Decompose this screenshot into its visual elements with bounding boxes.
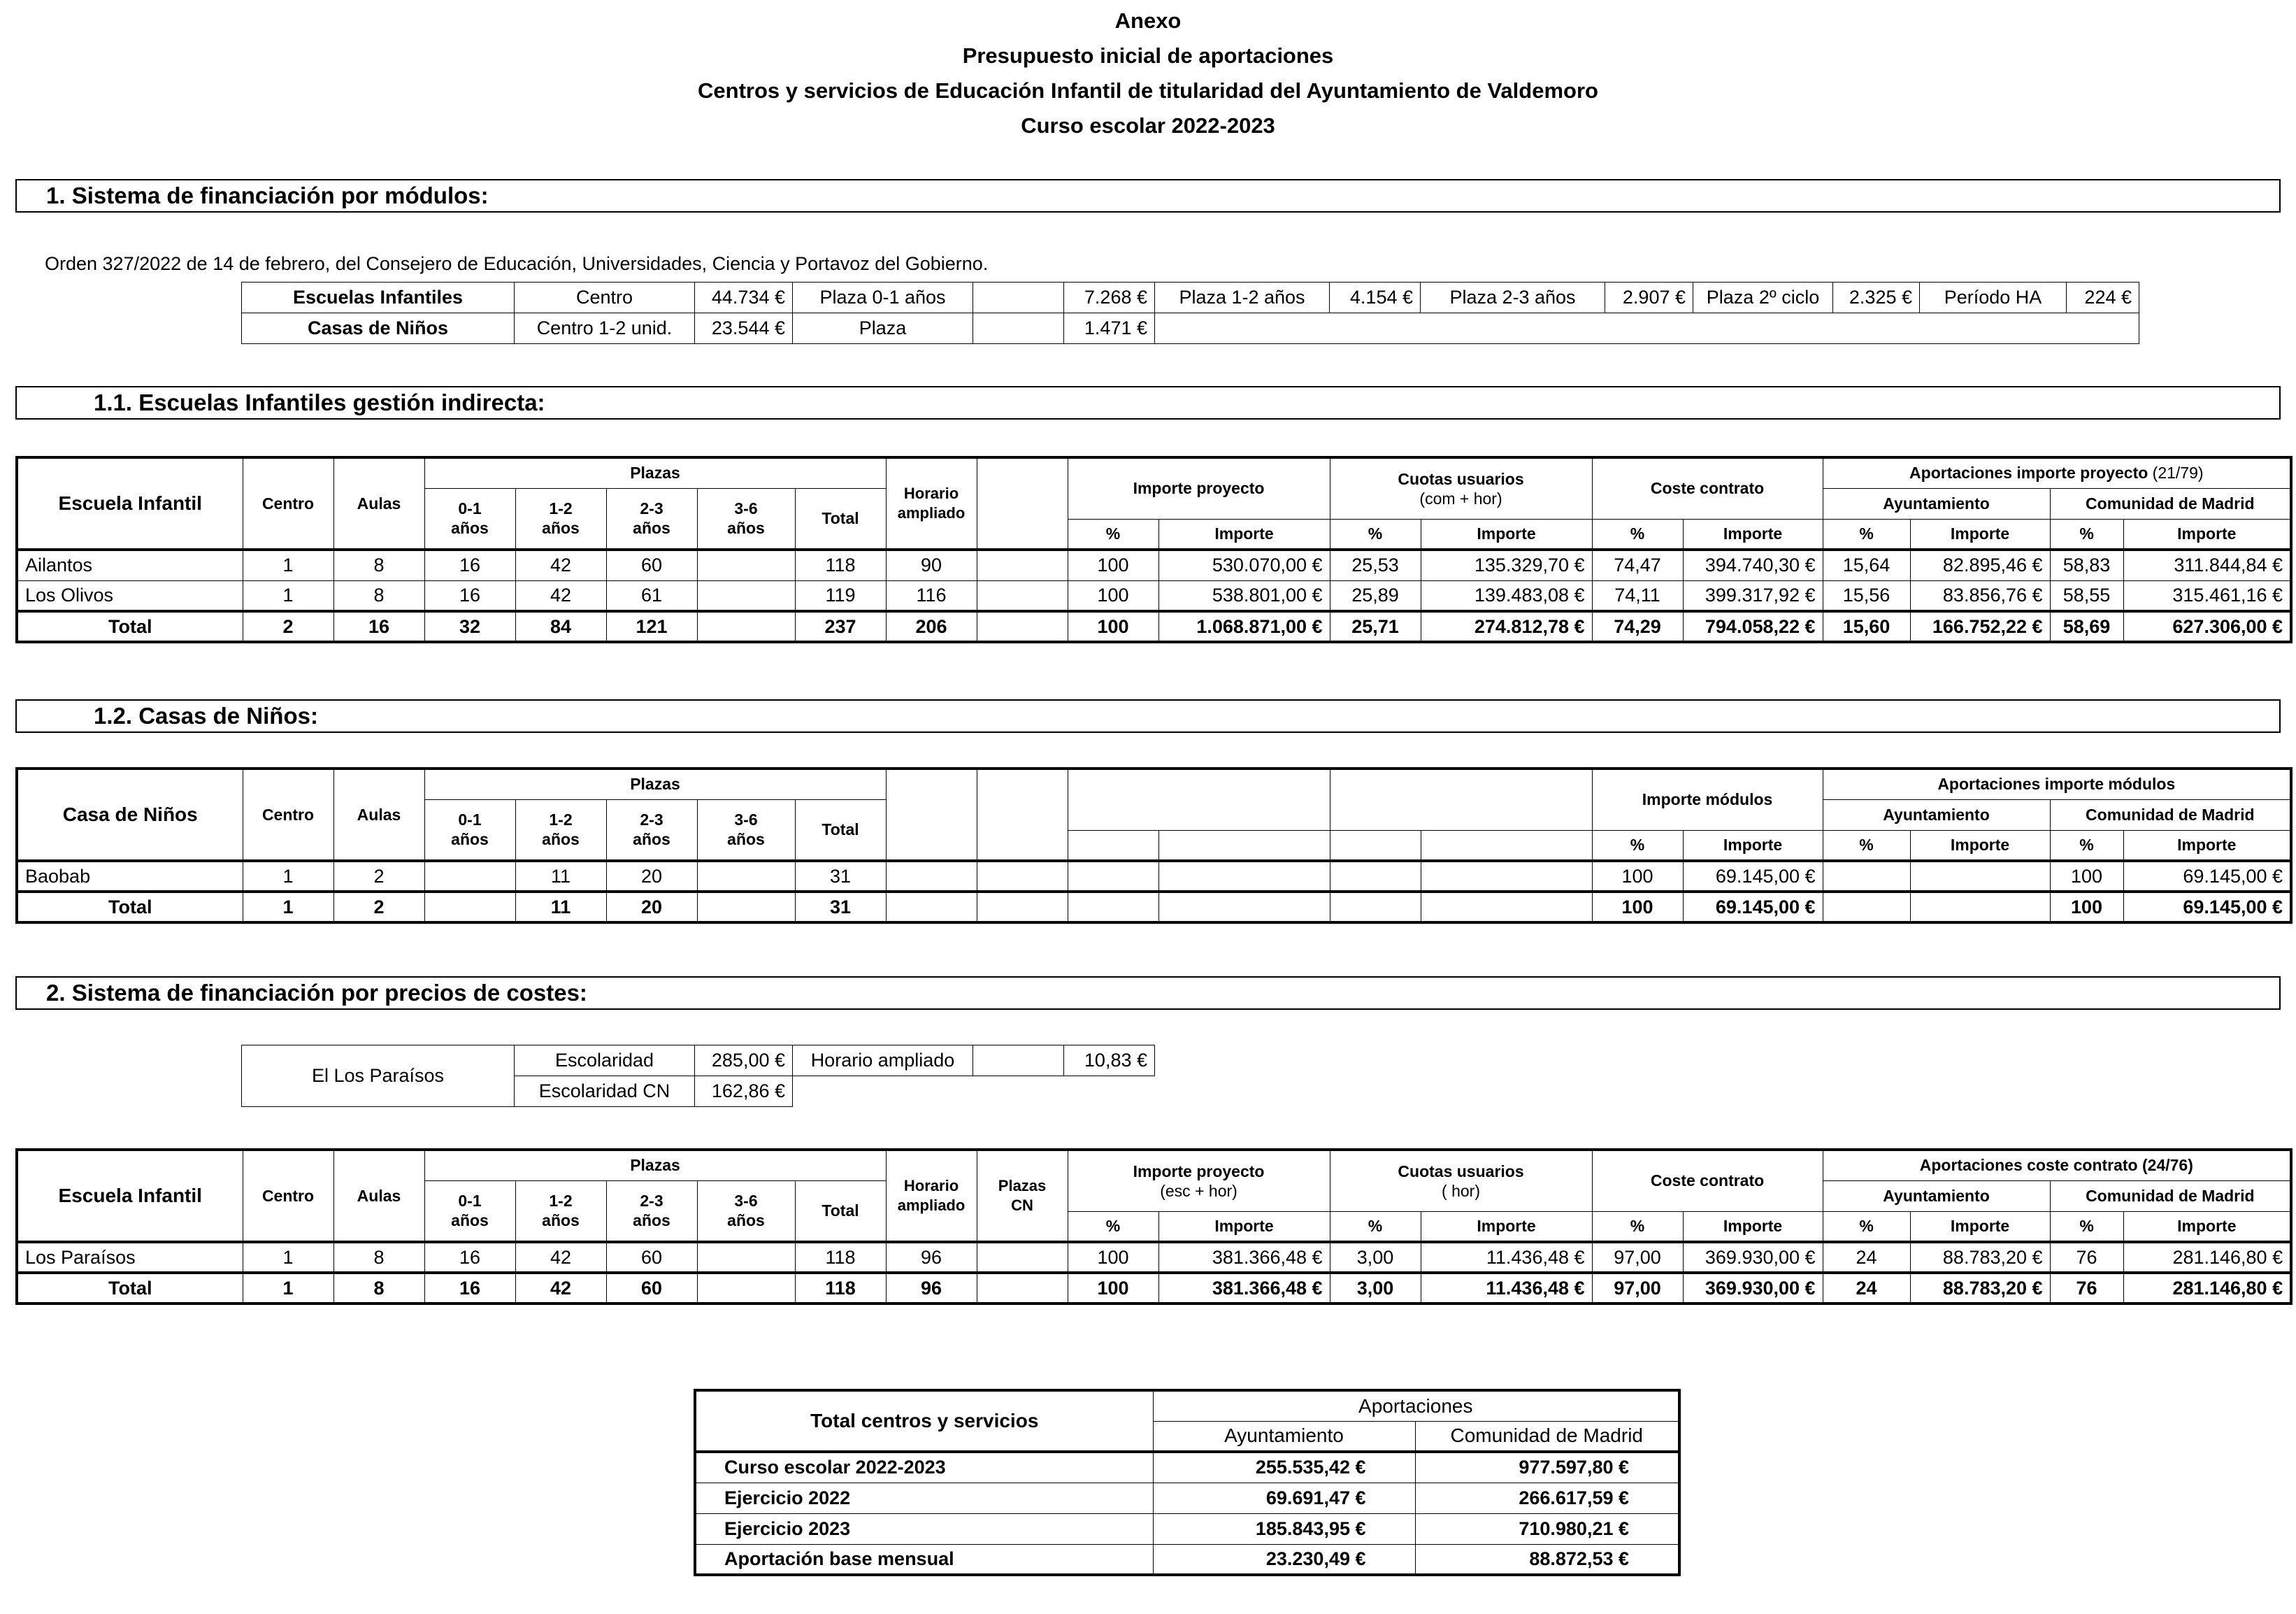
cell-p23: 20 bbox=[606, 892, 697, 922]
cell-cc-imp: 369.930,00 € bbox=[1683, 1273, 1823, 1304]
rates-esc-value: 285,00 € bbox=[695, 1045, 793, 1076]
header-centro: Centro bbox=[243, 457, 333, 550]
rates-ha-value: 10,83 € bbox=[1064, 1045, 1155, 1076]
summary-comunidad: Comunidad de Madrid bbox=[1415, 1421, 1679, 1452]
cell-ha: 206 bbox=[886, 611, 977, 642]
casas-ninos-table bbox=[15, 767, 2293, 924]
header-horario-2: ampliado bbox=[897, 1197, 966, 1214]
cell-ip-imp: 530.070,00 € bbox=[1158, 550, 1330, 580]
cell-p12: 11 bbox=[515, 861, 606, 892]
header-plazas-cn-1: Plazas bbox=[998, 1177, 1047, 1194]
header-importe: Importe bbox=[1683, 830, 1823, 861]
cell-cm-imp: 281.146,80 € bbox=[2123, 1273, 2291, 1304]
header-pct: % bbox=[1592, 1211, 1683, 1242]
header-p12a: 1-2 bbox=[549, 810, 573, 829]
header-aportaciones-coste: Aportaciones coste contrato (24/76) bbox=[1823, 1150, 2291, 1180]
module-ei-p2c: Plaza 2º ciclo bbox=[1693, 283, 1833, 313]
cell-centro: 1 bbox=[243, 550, 333, 580]
cell-p36 bbox=[697, 892, 795, 922]
summary-row-label: Aportación base mensual bbox=[695, 1544, 1153, 1575]
cell-ay-pct: 24 bbox=[1823, 1273, 1910, 1304]
cell-cc-imp: 369.930,00 € bbox=[1683, 1242, 1823, 1273]
header-pct: % bbox=[1823, 519, 1910, 550]
cell-p23: 60 bbox=[606, 550, 697, 580]
cell-cc-pct: 74,11 bbox=[1592, 580, 1683, 611]
table-row bbox=[17, 1242, 2291, 1273]
section-2-title: 2. Sistema de financiación por precios de costes: bbox=[15, 976, 2281, 1010]
header-importe: Importe bbox=[2123, 519, 2291, 550]
cell-p23: 20 bbox=[606, 861, 697, 892]
table-row bbox=[17, 550, 2291, 580]
header-anos-4: años bbox=[727, 519, 765, 538]
header-p01a: 0-1 bbox=[458, 499, 482, 518]
summary-row-cam: 88.872,53 € bbox=[1415, 1544, 1679, 1575]
header-p23a: 2-3 bbox=[640, 810, 663, 829]
header-anos-2: años bbox=[542, 830, 580, 849]
cell-ip-pct: 100 bbox=[1068, 611, 1158, 642]
module-ei-pha: Período HA bbox=[1920, 283, 2067, 313]
header-anos-1: años bbox=[451, 1211, 489, 1230]
cell-cu-imp: 11.436,48 € bbox=[1421, 1273, 1592, 1304]
header-anos-4: años bbox=[727, 830, 765, 849]
cell-p12: 42 bbox=[515, 1242, 606, 1273]
cell-ip-pct: 100 bbox=[1068, 580, 1158, 611]
header-p01a: 0-1 bbox=[458, 1192, 482, 1210]
rates-esc: Escolaridad bbox=[515, 1045, 695, 1076]
header-cuotas-sub: (com + hor) bbox=[1419, 489, 1502, 508]
cell-ay-pct: 24 bbox=[1823, 1242, 1910, 1273]
cell-cm-imp: 69.145,00 € bbox=[2123, 861, 2291, 892]
header-escuela: Escuela Infantil bbox=[17, 457, 243, 550]
module-ei-p2c-value: 2.325 € bbox=[1833, 283, 1920, 313]
header-pct: % bbox=[1592, 519, 1683, 550]
section-1-1-title: 1.1. Escuelas Infantiles gestión indirecta: bbox=[15, 386, 2281, 420]
header-p36a: 3-6 bbox=[734, 810, 758, 829]
cell-cu-imp: 274.812,78 € bbox=[1421, 611, 1592, 642]
cell-ip-imp: 381.366,48 € bbox=[1158, 1273, 1330, 1304]
header-p12a: 1-2 bbox=[549, 499, 573, 518]
header-coste: Coste contrato bbox=[1592, 457, 1823, 519]
cell-cm-pct: 58,69 bbox=[2050, 611, 2123, 642]
header-importe: Importe bbox=[2123, 830, 2291, 861]
cell-ay-pct bbox=[1823, 892, 1910, 922]
school-name: Ailantos bbox=[17, 550, 243, 580]
total-row bbox=[17, 611, 2291, 642]
table-row bbox=[17, 861, 2291, 892]
cell-cm-pct: 100 bbox=[2050, 861, 2123, 892]
indirect-schools-table bbox=[15, 456, 2293, 643]
header-escuela: Escuela Infantil bbox=[17, 1150, 243, 1242]
cell-p23: 60 bbox=[606, 1273, 697, 1304]
header-aulas: Aulas bbox=[333, 769, 424, 861]
cell-cm-pct: 76 bbox=[2050, 1242, 2123, 1273]
cell-p01: 16 bbox=[424, 580, 515, 611]
header-importe-proyecto: Importe proyecto bbox=[1068, 457, 1330, 519]
cell-centro: 1 bbox=[243, 580, 333, 611]
cell-centro: 1 bbox=[243, 1273, 333, 1304]
cell-cu-pct: 3,00 bbox=[1330, 1273, 1421, 1304]
cell-aulas: 2 bbox=[333, 861, 424, 892]
header-importe-modulos: Importe módulos bbox=[1592, 769, 1823, 830]
cell-total: 31 bbox=[795, 892, 886, 922]
cell-cc-imp: 394.740,30 € bbox=[1683, 550, 1823, 580]
module-ei-centro: Centro bbox=[515, 283, 695, 313]
table-row bbox=[17, 580, 2291, 611]
cell-cc-pct: 97,00 bbox=[1592, 1242, 1683, 1273]
cell-total: 118 bbox=[795, 1273, 886, 1304]
header-total: Total bbox=[795, 799, 886, 861]
summary-row bbox=[695, 1513, 1679, 1544]
school-name: Los Paraísos bbox=[17, 1242, 243, 1273]
header-plazas: Plazas bbox=[424, 457, 886, 488]
module-cn-label: Casas de Niños bbox=[242, 313, 515, 344]
summary-row-label: Curso escolar 2022-2023 bbox=[695, 1452, 1153, 1483]
header-importe: Importe bbox=[1683, 519, 1823, 550]
cell-cm-imp: 627.306,00 € bbox=[2123, 611, 2291, 642]
cell-cm-pct: 58,55 bbox=[2050, 580, 2123, 611]
cell-im-pct: 100 bbox=[1592, 861, 1683, 892]
cell-ip-pct: 100 bbox=[1068, 550, 1158, 580]
cell-ha: 90 bbox=[886, 550, 977, 580]
header-p36a: 3-6 bbox=[734, 499, 758, 518]
doc-title-centers: Centros y servicios de Educación Infantil de titularidad del Ayuntamiento de Valdemoro bbox=[698, 78, 1598, 103]
cost-schools-table bbox=[15, 1148, 2293, 1305]
header-plazas: Plazas bbox=[424, 1150, 886, 1180]
summary-row bbox=[695, 1483, 1679, 1513]
section-1-title: 1. Sistema de financiación por módulos: bbox=[15, 179, 2281, 213]
doc-title-course: Curso escolar 2022-2023 bbox=[1021, 113, 1275, 138]
header-pct: % bbox=[1068, 519, 1158, 550]
header-anos-2: años bbox=[542, 519, 580, 538]
header-comunidad: Comunidad de Madrid bbox=[2050, 799, 2291, 830]
header-ayuntamiento: Ayuntamiento bbox=[1823, 488, 2050, 519]
module-rates-table bbox=[241, 282, 2139, 344]
cell-cc-pct: 74,29 bbox=[1592, 611, 1683, 642]
cell-aulas: 2 bbox=[333, 892, 424, 922]
cell-cn bbox=[977, 1242, 1068, 1273]
rates-ha: Horario ampliado bbox=[793, 1045, 973, 1076]
cell-aulas: 8 bbox=[333, 550, 424, 580]
cell-cc-imp: 794.058,22 € bbox=[1683, 611, 1823, 642]
cell-ay-pct: 15,56 bbox=[1823, 580, 1910, 611]
cell-cc-pct: 97,00 bbox=[1592, 1273, 1683, 1304]
summary-aportaciones: Aportaciones bbox=[1153, 1390, 1679, 1421]
cell-im-pct: 100 bbox=[1592, 892, 1683, 922]
header-pct: % bbox=[1592, 830, 1683, 861]
school-name: Los Olivos bbox=[17, 580, 243, 611]
header-p12a: 1-2 bbox=[549, 1192, 573, 1210]
header-aportaciones-sub: (21/79) bbox=[2152, 464, 2204, 483]
header-p36a: 3-6 bbox=[734, 1192, 758, 1210]
module-ei-p01-value: 7.268 € bbox=[1064, 283, 1155, 313]
module-cn-plaza: Plaza bbox=[793, 313, 973, 344]
cell-total: 118 bbox=[795, 550, 886, 580]
cell-p01: 16 bbox=[424, 1273, 515, 1304]
header-importe: Importe bbox=[1421, 1211, 1592, 1242]
summary-row bbox=[695, 1544, 1679, 1575]
module-ei-p23: Plaza 2-3 años bbox=[1421, 283, 1605, 313]
header-centro: Centro bbox=[243, 1150, 333, 1242]
cell-cu-pct: 25,89 bbox=[1330, 580, 1421, 611]
header-cuotas: Cuotas usuarios bbox=[1398, 469, 1524, 488]
summary-ayuntamiento: Ayuntamiento bbox=[1153, 1421, 1415, 1452]
summary-row-cam: 266.617,59 € bbox=[1415, 1483, 1679, 1513]
header-aulas: Aulas bbox=[333, 457, 424, 550]
cell-im-imp: 69.145,00 € bbox=[1683, 892, 1823, 922]
cell-cm-pct: 58,83 bbox=[2050, 550, 2123, 580]
cell-ip-pct: 100 bbox=[1068, 1242, 1158, 1273]
header-importe: Importe bbox=[2123, 1211, 2291, 1242]
summary-row-label: Ejercicio 2022 bbox=[695, 1483, 1153, 1513]
total-label: Total bbox=[17, 892, 243, 922]
cell-cu-pct: 3,00 bbox=[1330, 1242, 1421, 1273]
total-label: Total bbox=[17, 611, 243, 642]
module-ei-label: Escuelas Infantiles bbox=[242, 283, 515, 313]
cell-cm-pct: 100 bbox=[2050, 892, 2123, 922]
summary-row-ayto: 23.230,49 € bbox=[1153, 1544, 1415, 1575]
cell-centro: 2 bbox=[243, 611, 333, 642]
header-pct: % bbox=[2050, 1211, 2123, 1242]
module-ei-p23-value: 2.907 € bbox=[1605, 283, 1693, 313]
cell-cu-imp: 135.329,70 € bbox=[1421, 550, 1592, 580]
cell-p01: 16 bbox=[424, 1242, 515, 1273]
header-importe-proyecto: Importe proyecto bbox=[1133, 1162, 1265, 1180]
header-p01a: 0-1 bbox=[458, 810, 482, 829]
header-importe: Importe bbox=[1158, 1211, 1330, 1242]
header-casa: Casa de Niños bbox=[17, 769, 243, 861]
cell-p12: 11 bbox=[515, 892, 606, 922]
header-pct: % bbox=[2050, 519, 2123, 550]
header-pct: % bbox=[1330, 1211, 1421, 1242]
total-row bbox=[17, 1273, 2291, 1304]
cost-rates-table bbox=[241, 1045, 1155, 1107]
header-importe: Importe bbox=[1158, 519, 1330, 550]
cell-centro: 1 bbox=[243, 892, 333, 922]
cell-im-imp: 69.145,00 € bbox=[1683, 861, 1823, 892]
header-cuotas: Cuotas usuarios bbox=[1398, 1162, 1524, 1180]
cell-ay-pct bbox=[1823, 861, 1910, 892]
cell-p36 bbox=[697, 611, 795, 642]
rates-center-name: El Los Paraísos bbox=[242, 1045, 515, 1107]
cell-total: 237 bbox=[795, 611, 886, 642]
cell-p23: 61 bbox=[606, 580, 697, 611]
header-comunidad: Comunidad de Madrid bbox=[2050, 1180, 2291, 1211]
header-anos-1: años bbox=[451, 830, 489, 849]
module-cn-centro: Centro 1-2 unid. bbox=[515, 313, 695, 344]
total-label: Total bbox=[17, 1273, 243, 1304]
header-importe: Importe bbox=[1910, 1211, 2050, 1242]
rates-esccn-value: 162,86 € bbox=[695, 1076, 793, 1107]
cell-cm-pct: 76 bbox=[2050, 1273, 2123, 1304]
cell-ha: 96 bbox=[886, 1242, 977, 1273]
cell-p36 bbox=[697, 1242, 795, 1273]
cell-cc-pct: 74,47 bbox=[1592, 550, 1683, 580]
cell-ay-imp bbox=[1910, 892, 2050, 922]
header-cu-sub: ( hor) bbox=[1442, 1181, 1480, 1200]
summary-table bbox=[694, 1389, 1681, 1576]
total-row bbox=[17, 892, 2291, 922]
header-plazas-cn-2: CN bbox=[1011, 1197, 1033, 1214]
header-ayuntamiento: Ayuntamiento bbox=[1823, 1180, 2050, 1211]
summary-row-cam: 977.597,80 € bbox=[1415, 1452, 1679, 1483]
cell-p01: 16 bbox=[424, 550, 515, 580]
cell-centro: 1 bbox=[243, 1242, 333, 1273]
cell-cu-pct: 25,71 bbox=[1330, 611, 1421, 642]
cell-cm-imp: 281.146,80 € bbox=[2123, 1242, 2291, 1273]
cell-ip-imp: 381.366,48 € bbox=[1158, 1242, 1330, 1273]
header-p23a: 2-3 bbox=[640, 499, 663, 518]
summary-label: Total centros y servicios bbox=[695, 1390, 1153, 1452]
module-ei-centro-value: 44.734 € bbox=[695, 283, 793, 313]
cell-cu-imp: 139.483,08 € bbox=[1421, 580, 1592, 611]
cell-aulas: 8 bbox=[333, 1273, 424, 1304]
cell-cu-pct: 25,53 bbox=[1330, 550, 1421, 580]
module-ei-p12-value: 4.154 € bbox=[1330, 283, 1421, 313]
doc-title-annex: Anexo bbox=[1114, 8, 1182, 33]
summary-row-ayto: 185.843,95 € bbox=[1153, 1513, 1415, 1544]
module-cn-centro-value: 23.544 € bbox=[695, 313, 793, 344]
cell-aulas: 8 bbox=[333, 580, 424, 611]
summary-row-ayto: 255.535,42 € bbox=[1153, 1452, 1415, 1483]
cell-ay-imp: 166.752,22 € bbox=[1910, 611, 2050, 642]
header-horario-2: ampliado bbox=[897, 504, 966, 522]
header-p23a: 2-3 bbox=[640, 1192, 663, 1210]
cell-p12: 42 bbox=[515, 550, 606, 580]
summary-row-ayto: 69.691,47 € bbox=[1153, 1483, 1415, 1513]
cell-ay-imp: 82.895,46 € bbox=[1910, 550, 2050, 580]
cell-ip-imp: 1.068.871,00 € bbox=[1158, 611, 1330, 642]
cell-ay-imp bbox=[1910, 861, 2050, 892]
header-importe: Importe bbox=[1910, 519, 2050, 550]
cell-ip-pct: 100 bbox=[1068, 1273, 1158, 1304]
header-horario-1: Horario bbox=[903, 485, 959, 502]
header-importe: Importe bbox=[1421, 519, 1592, 550]
header-ayuntamiento: Ayuntamiento bbox=[1823, 799, 2050, 830]
cell-p23: 60 bbox=[606, 1242, 697, 1273]
header-pct: % bbox=[1823, 830, 1910, 861]
header-aportaciones-modulos: Aportaciones importe módulos bbox=[1823, 769, 2291, 799]
header-centro: Centro bbox=[243, 769, 333, 861]
section-1-note: Orden 327/2022 de 14 de febrero, del Consejero de Educación, Universidades, Ciencia y Portavoz del Gobierno. bbox=[45, 253, 989, 274]
summary-row-label: Ejercicio 2023 bbox=[695, 1513, 1153, 1544]
cell-p12: 84 bbox=[515, 611, 606, 642]
cell-total: 31 bbox=[795, 861, 886, 892]
cell-p01 bbox=[424, 861, 515, 892]
header-importe: Importe bbox=[1910, 830, 2050, 861]
cell-cc-imp: 399.317,92 € bbox=[1683, 580, 1823, 611]
header-anos-3: años bbox=[633, 519, 670, 538]
cell-ay-imp: 88.783,20 € bbox=[1910, 1273, 2050, 1304]
cell-p01: 32 bbox=[424, 611, 515, 642]
header-anos-4: años bbox=[727, 1211, 765, 1230]
module-ei-pha-value: 224 € bbox=[2067, 283, 2139, 313]
casa-name: Baobab bbox=[17, 861, 243, 892]
cell-cu-imp: 11.436,48 € bbox=[1421, 1242, 1592, 1273]
cell-cn bbox=[977, 1273, 1068, 1304]
header-pct: % bbox=[1823, 1211, 1910, 1242]
header-horario-1: Horario bbox=[903, 1177, 959, 1194]
cell-ip-imp: 538.801,00 € bbox=[1158, 580, 1330, 611]
header-total: Total bbox=[795, 1180, 886, 1242]
module-cn-plaza-value: 1.471 € bbox=[1064, 313, 1155, 344]
module-ei-p01: Plaza 0-1 años bbox=[793, 283, 973, 313]
rates-esccn: Escolaridad CN bbox=[515, 1076, 695, 1107]
cell-p12: 42 bbox=[515, 1273, 606, 1304]
cell-aulas: 8 bbox=[333, 1242, 424, 1273]
cell-ay-imp: 83.856,76 € bbox=[1910, 580, 2050, 611]
header-pct: % bbox=[1330, 519, 1421, 550]
cell-ay-imp: 88.783,20 € bbox=[1910, 1242, 2050, 1273]
header-anos-2: años bbox=[542, 1211, 580, 1230]
doc-title-budget: Presupuesto inicial de aportaciones bbox=[962, 43, 1334, 68]
cell-aulas: 16 bbox=[333, 611, 424, 642]
cell-p36 bbox=[697, 580, 795, 611]
header-pct: % bbox=[1068, 1211, 1158, 1242]
summary-row-cam: 710.980,21 € bbox=[1415, 1513, 1679, 1544]
cell-ay-pct: 15,64 bbox=[1823, 550, 1910, 580]
cell-ay-pct: 15,60 bbox=[1823, 611, 1910, 642]
cell-p36 bbox=[697, 861, 795, 892]
cell-centro: 1 bbox=[243, 861, 333, 892]
header-anos-3: años bbox=[633, 1211, 670, 1230]
header-comunidad: Comunidad de Madrid bbox=[2050, 488, 2291, 519]
header-aportaciones: Aportaciones importe proyecto bbox=[1909, 464, 2148, 483]
cell-total: 118 bbox=[795, 1242, 886, 1273]
cell-cm-imp: 69.145,00 € bbox=[2123, 892, 2291, 922]
cell-p23: 121 bbox=[606, 611, 697, 642]
cell-cm-imp: 311.844,84 € bbox=[2123, 550, 2291, 580]
summary-row bbox=[695, 1452, 1679, 1483]
header-importe: Importe bbox=[1683, 1211, 1823, 1242]
header-anos-3: años bbox=[633, 830, 670, 849]
header-aulas: Aulas bbox=[333, 1150, 424, 1242]
header-anos-1: años bbox=[451, 519, 489, 538]
module-ei-p12: Plaza 1-2 años bbox=[1155, 283, 1330, 313]
cell-p36 bbox=[697, 1273, 795, 1304]
cell-p36 bbox=[697, 550, 795, 580]
cell-p12: 42 bbox=[515, 580, 606, 611]
cell-total: 119 bbox=[795, 580, 886, 611]
section-1-2-title: 1.2. Casas de Niños: bbox=[15, 699, 2281, 733]
cell-cm-imp: 315.461,16 € bbox=[2123, 580, 2291, 611]
cell-ha: 96 bbox=[886, 1273, 977, 1304]
header-pct: % bbox=[2050, 830, 2123, 861]
cell-p01 bbox=[424, 892, 515, 922]
header-coste: Coste contrato bbox=[1592, 1150, 1823, 1211]
header-ip-sub: (esc + hor) bbox=[1160, 1181, 1237, 1200]
header-total: Total bbox=[795, 488, 886, 550]
header-plazas: Plazas bbox=[424, 769, 886, 799]
cell-ha: 116 bbox=[886, 580, 977, 611]
